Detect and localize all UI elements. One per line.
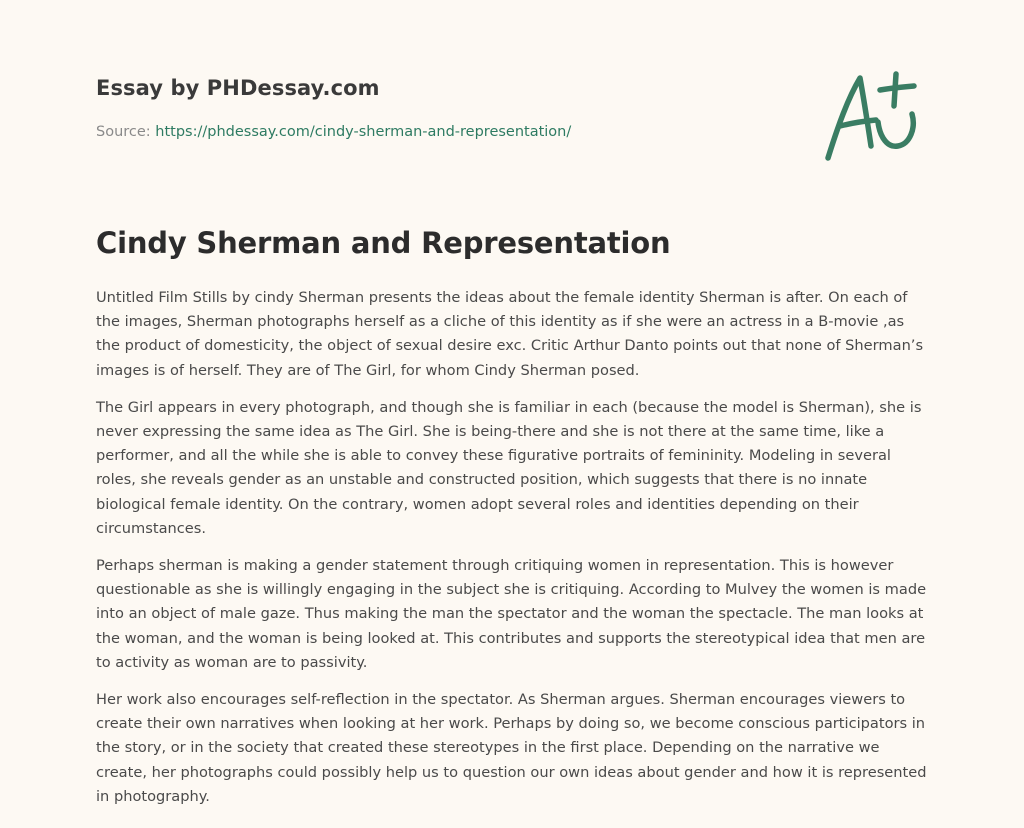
essay-paragraph: The Girl appears in every photograph, and though she is familiar in each (because the model is Sherman), she is never expressing the same idea as The Girl. She is being-there and she is not there at the same time, like a performer, and all the while she is able to convey these figurative portraits of femininity. Modeling in several roles, she reveals gender as an unstable and constructed position, which suggests that there is no innate biological female identity. On the contrary, women adopt several roles and identities depending on their circumstances. <box>96 398 922 537</box>
a-plus-logo-icon <box>818 66 928 166</box>
essay-body <box>96 286 932 822</box>
source-link[interactable]: https://phdessay.com/cindy-sherman-and-representation/ <box>155 124 572 140</box>
essay-paragraph: Her work also encourages self-reflection in the spectator. As Sherman argues. Sherman encourages viewers to create their own narratives when looking at her work. Perhaps by doing so, we become conscious participators in the story, or in the society that created these stereotypes in the first place. Depending on the narrative we create, her photographs could possibly help us to question our own ideas about gender and how it is represented in photography. <box>96 691 927 805</box>
essay-title: Cindy Sherman and Representation <box>96 226 671 260</box>
essay-paragraph: Perhaps sherman is making a gender statement through critiquing women in representation. This is however questionable as she is willingly engaging in the subject she is critiquing. According to Mulvey the women is made into an object of male gaze. Thus making the man the spectator and the woman the spectacle. The man looks at the woman, and the woman is being looked at. This contributes and supports the stereotypical idea that men are to activity as woman are to passivity. <box>96 557 927 671</box>
essay-paragraph: Untitled Film Stills by cindy Sherman presents the ideas about the female identity Sherman is after. On each of the images, Sherman photographs herself as a cliche of this identity as if she were an actress in a B-movie ,as the product of domesticity, the object of sexual desire exc. Critic Arthur Danto points out that none of Sherman’s images is of herself. They are of The Girl, for whom Cindy Sherman posed. <box>96 289 924 379</box>
source-line <box>96 124 571 140</box>
brand-title: Essay by PHDessay.com <box>96 76 380 100</box>
source-label: Source: <box>96 124 151 140</box>
page-header <box>96 0 928 170</box>
